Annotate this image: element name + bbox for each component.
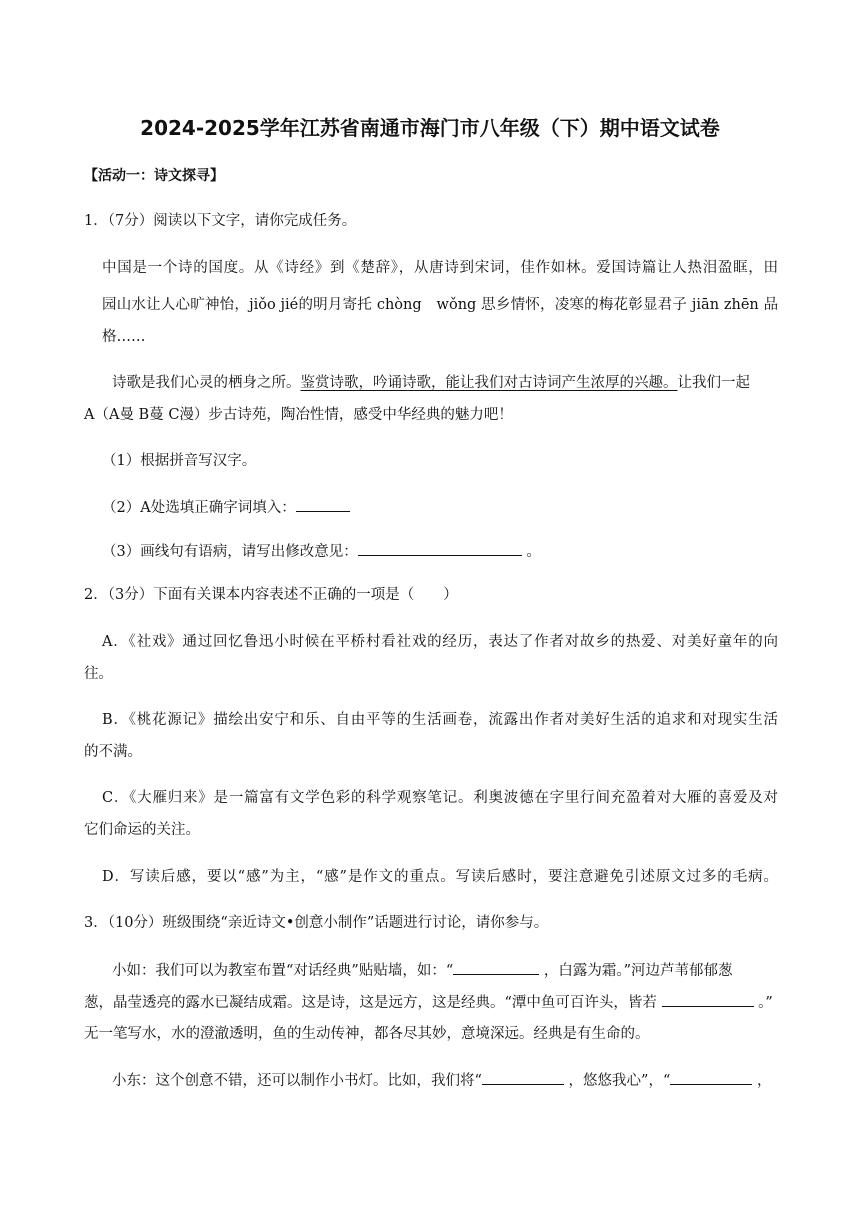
q3-text: ，悠悠我心”，“: [568, 1073, 671, 1089]
q3-line-3: 无一笔写水，水的澄澈透明，鱼的生动传神，都各尽其妙，意境深远。经典是有生命的。: [84, 1026, 650, 1042]
pinyin-2: chòng wǒng: [376, 297, 477, 313]
q3-text: ，白露为霜。”河边芦苇郁郁葱: [543, 963, 733, 979]
q2-stem: 2．（3分）下面有关课本内容表述不正确的一项是（ ）: [84, 587, 458, 603]
answer-blank[interactable]: [358, 541, 522, 556]
q1-task-3: [102, 541, 541, 562]
q2-option-a-line-1: A．《社戏》通过回忆鲁迅小时候在平桥村看社戏的经历，表达了作者对故乡的热爱、对美好童年的向: [102, 634, 778, 650]
q1-task-3-text: （3）画线句有语病，请写出修改意见：: [102, 544, 358, 560]
pinyin-3: jiān zhēn: [691, 297, 759, 313]
q1-task-2-text: （2）A处选填正确字词填入：: [102, 500, 296, 516]
q3-text: 小东：这个创意不错，还可以制作小书灯。比如，我们将“: [112, 1073, 482, 1089]
q1-passage2-line-2: A（A曼 B蔓 C漫）步古诗苑，陶冶性情，感受中华经典的魅力吧！: [84, 407, 513, 423]
q2-option-b-line-2: 的不满。: [84, 744, 142, 760]
answer-blank[interactable]: [482, 1070, 564, 1085]
q1-task-3-end: 。: [526, 544, 541, 560]
answer-blank[interactable]: [296, 497, 350, 512]
page-title: 2024-2025学年江苏省南通市海门市八年级（下）期中语文试卷: [140, 116, 720, 140]
pinyin-1: jiǒo jié: [249, 297, 299, 313]
q1-passage-text: 园山水让人心旷神怡，: [102, 297, 250, 313]
q1-passage-text: 品: [763, 297, 779, 313]
q2-option-c-line-1: C．《大雁归来》是一篇富有文学色彩的科学观察笔记。利奥波德在字里行间充盈着对大雁的喜爱及对: [102, 790, 778, 806]
q1-passage-text: 思乡情怀，凌寒的梅花彰显君子: [481, 297, 688, 313]
section-heading: 【活动一：诗文探寻】: [84, 168, 224, 184]
q1-passage-text: 的明月寄托: [298, 297, 372, 313]
underlined-sentence: 鉴赏诗歌，吟诵诗歌，能让我们对古诗词产生浓厚的兴趣。: [300, 375, 678, 391]
q1-task-1: （1）根据拼音写汉字。: [102, 453, 257, 469]
q3-text: 小如：我们可以为教室布置“对话经典”贴贴墙，如：“: [112, 963, 454, 979]
q3-line-1: [112, 960, 733, 981]
q1-passage-line-2: [102, 295, 778, 315]
q1-stem: 1．（7分）阅读以下文字，请你完成任务。: [84, 213, 357, 229]
q3-stem: 3．（10分）班级围绕“亲近诗文•创意小制作”话题进行讨论，请你参与。: [84, 915, 549, 931]
q3-text: 。”: [758, 995, 773, 1011]
answer-blank[interactable]: [662, 992, 754, 1007]
q2-option-d: D．写读后感，要以“感”为主，“感”是作文的重点。写读后感时，要注意避免引述原文过多的毛病。: [102, 869, 778, 885]
q3-line-4: [112, 1070, 771, 1091]
q1-passage-text: 诗歌是我们心灵的栖身之所。: [112, 375, 301, 391]
q1-passage-line-3: 格……: [102, 329, 146, 345]
answer-blank[interactable]: [670, 1070, 752, 1085]
q1-passage2-line-1: [112, 373, 750, 393]
q3-text: 葱，晶莹透亮的露水已凝结成霜。这是诗，这是远方，这是经典。“潭中鱼可百许头，皆若: [84, 995, 657, 1011]
q3-line-2: [84, 992, 773, 1013]
q3-text: ，: [756, 1073, 772, 1089]
q2-option-b-line-1: B．《桃花源记》描绘出安宁和乐、自由平等的生活画卷，流露出作者对美好生活的追求和对现实生活: [102, 712, 778, 728]
q1-task-2: [102, 497, 350, 518]
q1-passage-text: 让我们一起: [677, 375, 750, 391]
answer-blank[interactable]: [453, 960, 539, 975]
q2-option-a-line-2: 往。: [84, 666, 113, 682]
q1-passage-line-1: 中国是一个诗的国度。从《诗经》到《楚辞》，从唐诗到宋词，佳作如林。爱国诗篇让人热泪盈眶，田: [102, 260, 778, 276]
q2-option-c-line-2: 它们命运的关注。: [84, 822, 200, 838]
